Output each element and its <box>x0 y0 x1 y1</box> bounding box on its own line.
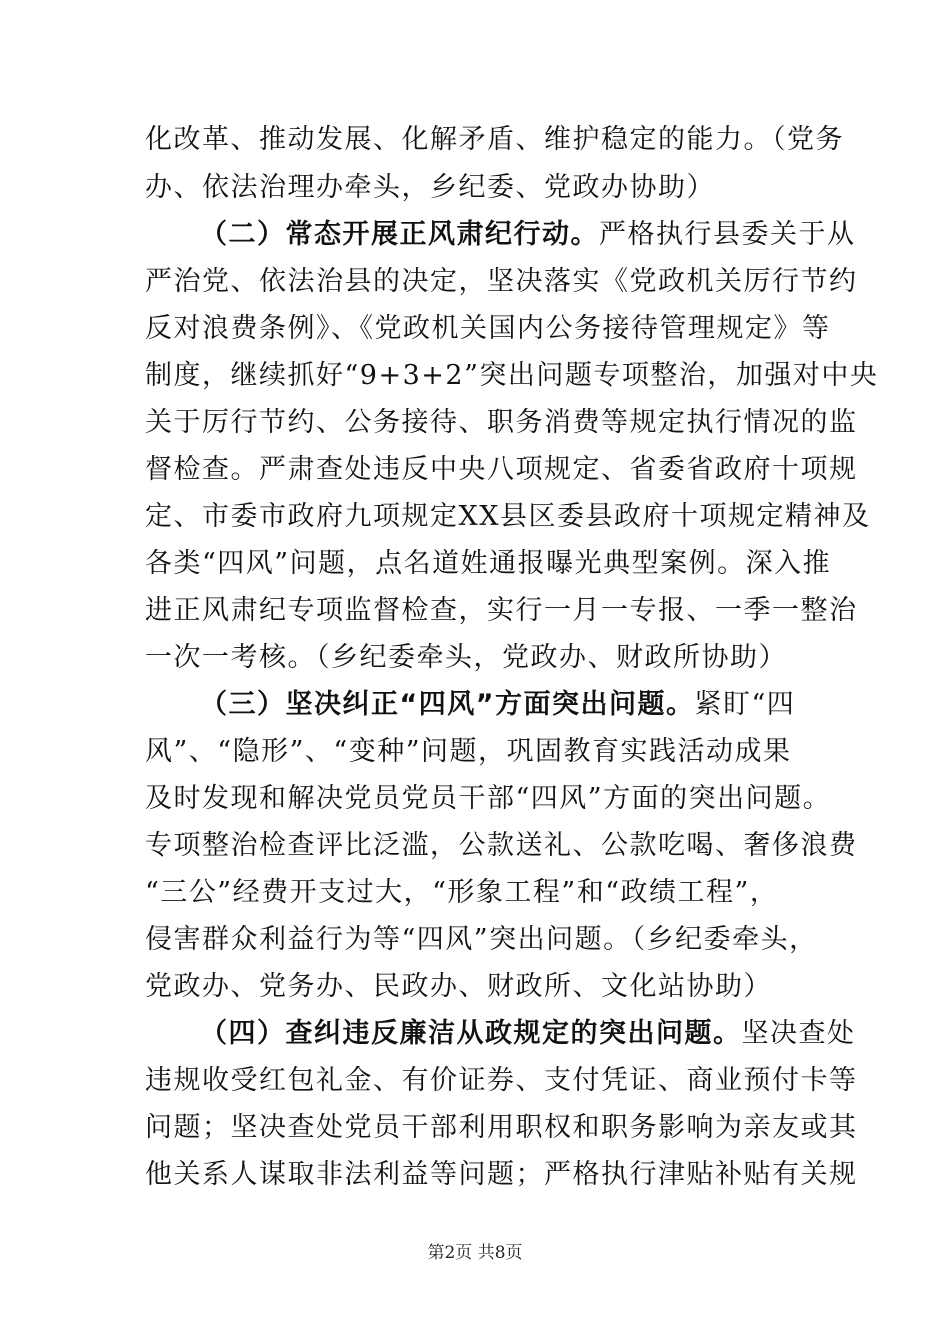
body-line: 反对浪费条例》、《党政机关国内公务接待管理规定》等 <box>145 313 831 344</box>
section-heading-line: （三）坚决纠正“四风”方面突出问题。紧盯“四 <box>200 689 796 720</box>
body-line: 关于厉行节约、公务接待、职务消费等规定执行情况的监 <box>145 407 858 438</box>
body-line: 一次一考核。（乡纪委牵头，党政办、财政所协助） <box>145 642 787 673</box>
section-heading-line: （四）查纠违反廉洁从政规定的突出问题。坚决查处 <box>200 1018 856 1049</box>
section-heading: （四）查纠违反廉洁从政规定的突出问题。 <box>200 1018 742 1049</box>
section-heading: （三）坚决纠正“四风”方面突出问题。 <box>200 689 695 720</box>
section-heading-line: （二）常态开展正风肃纪行动。严格执行县委关于从 <box>200 219 856 250</box>
body-line: “三公”经费开支过大，“形象工程”和“政绩工程”， <box>145 877 779 908</box>
body-line: 严治党、依法治县的决定，坚决落实《党政机关厉行节约 <box>145 266 858 297</box>
body-line: 制度，继续抓好“9+3+2”突出问题专项整治，加强对中央 <box>145 360 879 391</box>
body-line: 违规收受红包礼金、有价证券、支付凭证、商业预付卡等 <box>145 1065 858 1096</box>
body-line: 风”、“隐形”、“变种”问题，巩固教育实践活动成果 <box>145 736 792 767</box>
body-line: 办、依法治理办牵头，乡纪委、党政办协助） <box>145 172 715 203</box>
body-line: 侵害群众利益行为等“四风”突出问题。（乡纪委牵头， <box>145 924 818 955</box>
page-number-footer: 第2页 共8页 <box>427 1243 523 1263</box>
body-line: 问题；坚决查处党员干部利用职权和职务影响为亲友或其 <box>145 1112 858 1143</box>
body-line: 及时发现和解决党员党员干部“四风”方面的突出问题。 <box>145 783 832 814</box>
body-line: 专项整治检查评比泛滥，公款送礼、公款吃喝、奢侈浪费 <box>145 830 858 861</box>
body-line: 定、市委市政府九项规定XX县区委县政府十项规定精神及 <box>145 501 871 532</box>
body-line: 化改革、推动发展、化解矛盾、维护稳定的能力。（党务 <box>145 124 844 155</box>
body-line: 党政办、党务办、民政办、财政所、文化站协助） <box>145 971 772 1002</box>
body-line: 各类“四风”问题，点名道姓通报曝光典型案例。深入推 <box>145 548 832 579</box>
body-line: 督检查。严肃查处违反中央八项规定、省委省政府十项规 <box>145 454 858 485</box>
section-heading: （二）常态开展正风肃纪行动。 <box>200 219 599 250</box>
body-line: 进正风肃纪专项监督检查，实行一月一专报、一季一整治 <box>145 595 858 626</box>
body-line: 他关系人谋取非法利益等问题；严格执行津贴补贴有关规 <box>145 1159 858 1190</box>
